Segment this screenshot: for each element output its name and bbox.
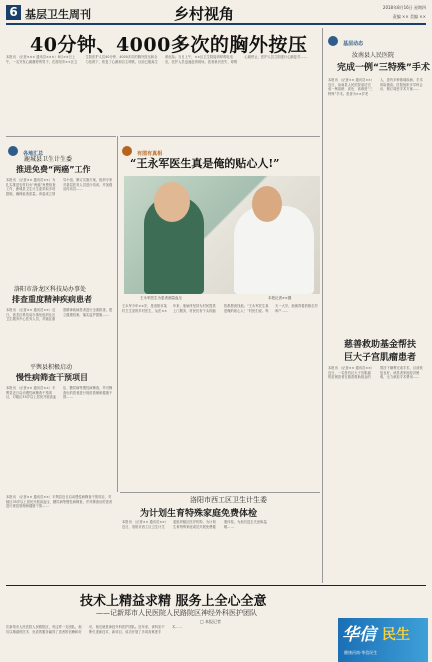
section-badge-icon [8,146,18,156]
photo-caption [140,296,182,301]
b2-title-1: 慈善救助基金帮扶 [344,340,417,350]
left-bottom-body: 本报讯 （记者×× 通讯员××）平舆县近日启动慢性病筛查干预项目，对辖区35岁以上居民开展高血压、糖尿病等慢性病筛查，并对筛查出的患者进行规范管理和健康干预…… [6,495,113,509]
doctor-head [252,186,282,222]
huaxin-logo [338,618,428,662]
b1-body: 本报讯 （记者×× 通讯员××）近日，汝南县人民医院成功完成一例高龄、高危、高难度“三特殊”手术。患者为××岁老人，患有多种基础疾病，手术风险极高。医院组织多学科会诊，制订周密手术方案…… [328,78,423,96]
bottom-rule [6,585,426,586]
bottom-subtitle: ——记新郑市人民医院人民路院区神经外科医护团队 [96,609,257,617]
mid-body: 本报讯 （记者×× 通讯员××）近日，洛阳市西工区卫生计生委组织辖区医疗机构，为计划生育特殊家庭成员开展免费健康体检，为他们送去关爱和温暖…… [122,520,267,529]
bottom-title: 技术上精益求精 服务上全心全意 [80,594,267,609]
mid-title-2: 为计划生育特殊家庭免费体检 [140,509,258,519]
feature-tag-label: 有图有真相 [137,151,163,157]
photo-credit [268,296,291,301]
feature-body: 王永军今年××岁，是洛阳市某村卫生室的乡村医生，从医××年来，他始终坚持为村民提供上门服务，村民们有个头疼脑热都愿意找他。“王永军医生真是俺的贴心人！”村民们说。每天一大早，他就背着药箱走村串户…… [122,304,318,313]
a1-title-1: 鹿城县卫生计生委 [24,156,73,163]
a2-title-1: 洛阳市洛龙区科技局办事处 [14,286,87,293]
mid-title-1: 洛阳市西工区卫生计生委 [190,496,267,504]
header-rule [6,23,426,25]
mid-top-rule [120,492,320,493]
b2-title-2: 巨大子宫肌瘤患者 [344,353,417,363]
a1-body: 本报讯 （记者×× 通讯员××）为扎实推进农村妇女“两癌”免费检查工作，鹿城县卫生计生委采取多项措施，确保检查质量。该委成立领导小组，制订实施方案，组织专家对基层医务人员进行培训，并加强宣传动员…… [6,178,113,196]
logo-text-2: 民生 [382,627,410,643]
photo-caption-text: 王永军医生为患者测量血压 [140,296,182,300]
section-badge-icon [122,146,132,156]
bottom-body: 在新郑市人民医院人民路院区，有这样一支团队，他们以精湛的医术、优质的服务赢得了患者的信赖和好评，他们就是神经外科医护团队。近年来，该科室不断引进新技术、新项目，成功开展了多项高难度手术…… [6,625,182,634]
lead-title: 40分钟、4000多次的胸外按压 [30,34,308,56]
feature-title: “王永军医生真是俺的贴心人!” [130,157,280,170]
left-top-rule [6,136,116,137]
feature-top-rule [120,136,320,137]
logo-caption: 健康河南·华信民生 [344,650,378,655]
page-header [6,3,426,23]
left-tag-label: 各地汇总 [23,151,44,157]
right-tag-label: 基层动态 [343,41,364,47]
b1-title-2: 完成一例“三特殊”手术 [337,63,430,73]
a3-title-2: 慢性病筛查干预项目 [16,373,88,382]
b2-body: 本报讯 （记者×× 通讯员××）近日，一名患有巨大子宫肌瘤的贫困患者在慈善救助基金的帮扶下顺利完成手术，目前恢复良好。该患者家庭经济困难，无力承担手术费用…… [328,366,423,380]
a3-body: 本报讯 （记者×× 通讯员××）平舆县近日启动慢性病筛查干预项目，对辖区35岁以上居民开展高血压、糖尿病等慢性病筛查，并对筛查出的患者进行规范管理和健康干预…… [6,386,113,400]
header-editor: 责编 ×× 美编 ×× [392,14,426,19]
column-title: 乡村视角 [174,5,235,23]
a2-body: 本报讯 （记者×× 通讯员××）近日，洛龙区科技局办事处组织社区卫生服务中心医务人员，对辖区重度精神疾病患者进行全面排查，建立健康档案，落实监护措施…… [6,308,113,322]
logo-text-1: 华信 [342,625,376,645]
a3-title-1: 平舆县积极启动 [30,364,73,371]
section-name: 基层卫生周刊 [25,8,91,21]
left-divider [117,136,118,492]
b1-title-1: 汝南县人民医院 [352,52,395,59]
patient-head [154,182,190,222]
bottom-byline: □ 本报记者 [200,619,222,624]
feature-photo [124,176,320,294]
photo-credit-text: 本报记者××摄 [268,296,292,300]
lead-body: 本报讯 （记者××× 通讯员×××）8月××日上午，一名突发心跳骤停的男子，在洛阳市××区卫生院医护人员40分钟、4000多次的胸外按压和全力抢救下，恢复了心跳和自主呼吸，目前已脱离生命危险。当日上午，××区卫生院接到呼救电话后，医护人员迅速赶到现场。患者意识丧失、呼吸心跳停止，医护人员立即进行心肺复苏…… [6,55,307,64]
page-number: 6 [9,5,18,19]
right-divider [322,28,323,583]
a1-title-2: 推进免费“两癌”工作 [16,165,91,174]
page-number-box [6,5,21,20]
right-tag [328,30,363,49]
header-date: 2018年8月16日 星期四 [382,5,426,10]
section-badge-icon [328,36,338,46]
a2-title-2: 排查重度精神疾病患者 [12,295,92,304]
